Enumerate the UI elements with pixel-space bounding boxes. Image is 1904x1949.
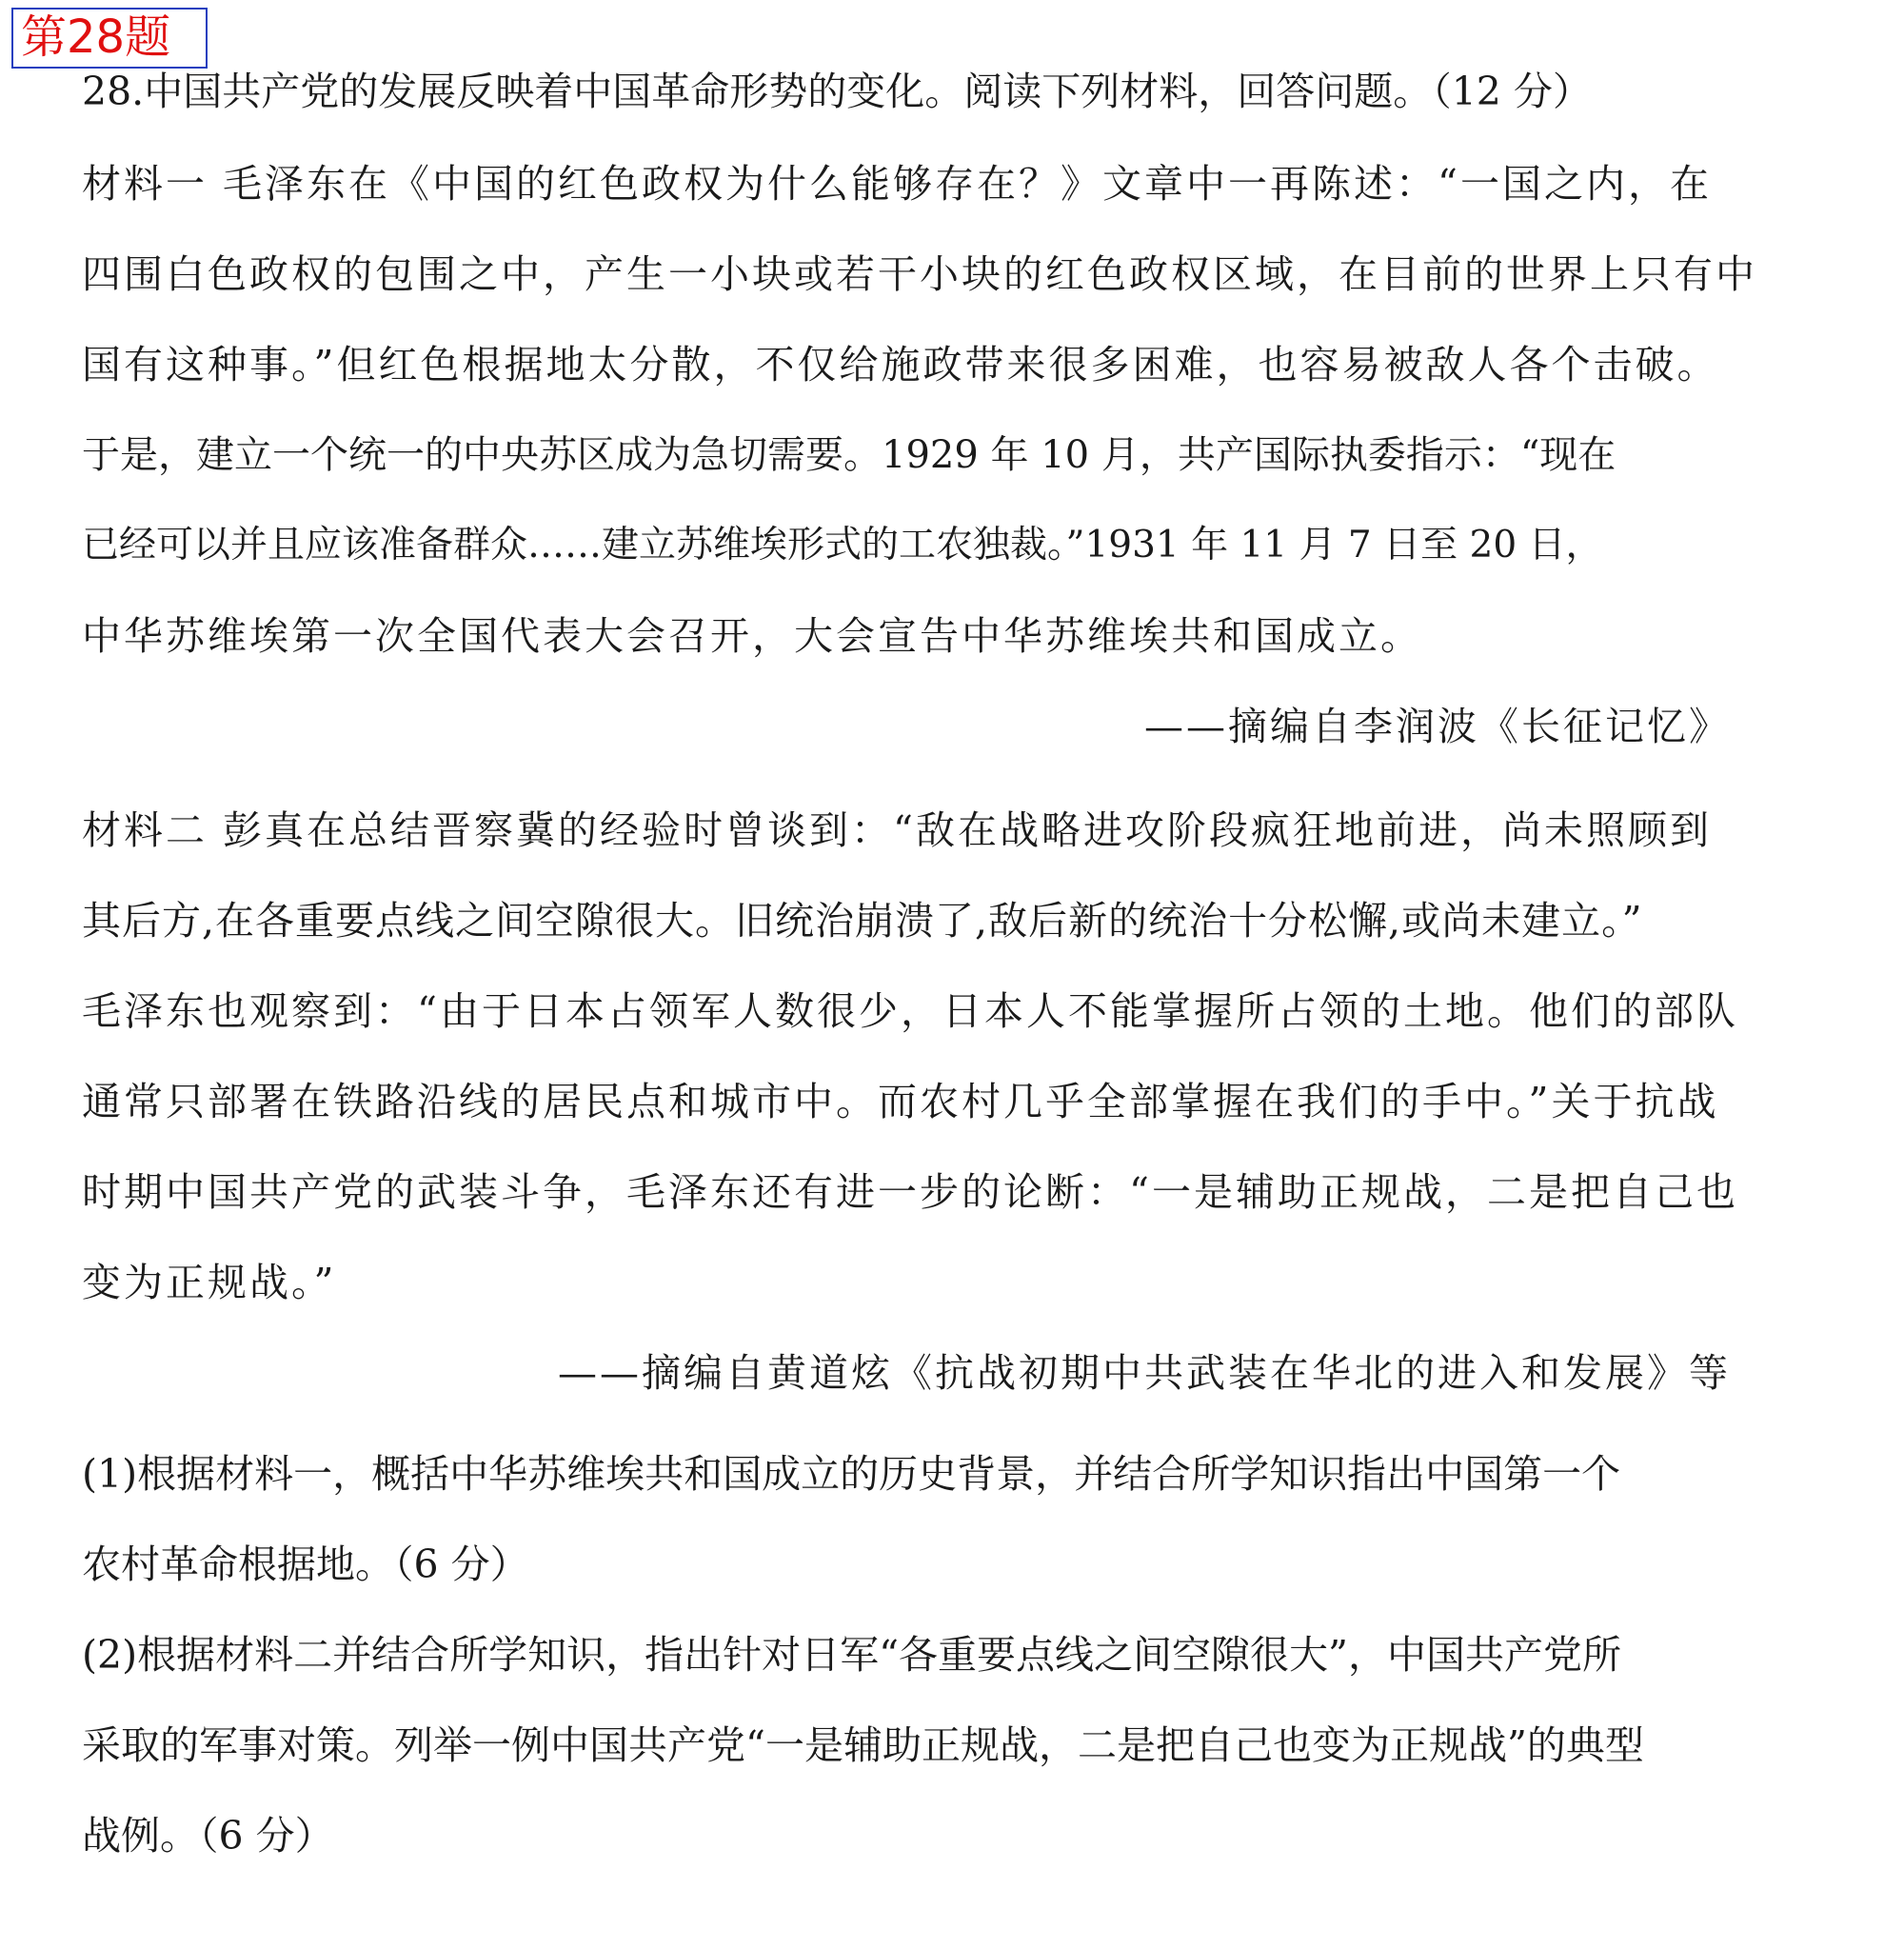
material2-line: 通常只部署在铁路沿线的居民点和城市中。而农村几乎全部掌握在我们的手中。”关于抗战: [82, 1079, 1719, 1124]
material2-line: 材料二 彭真在总结晋察冀的经验时曾谈到：“敌在战略进攻阶段疯狂地前进，尚未照顾到: [82, 807, 1712, 853]
sub-question-2-line: 战例。（6 分）: [82, 1813, 334, 1859]
question-number-label: 第28题: [11, 8, 208, 69]
material1-line: 中华苏维埃第一次全国代表大会召开，大会宣告中华苏维埃共和国成立。: [82, 613, 1422, 659]
material1-source: ——摘编自李润波《长征记忆》: [1144, 704, 1731, 749]
material2-source: ——摘编自黄道炫《抗战初期中共武装在华北的进入和发展》等: [558, 1350, 1731, 1396]
material1-line: 国有这种事。”但红色根据地太分散，不仅给施政带来很多困难，也容易被敌人各个击破。: [82, 342, 1719, 388]
sub-question-1-line: 农村革命根据地。（6 分）: [82, 1541, 529, 1587]
sub-question-2-line: 采取的军事对策。列举一例中国共产党“一是辅助正规战，二是把自己也变为正规战”的典型: [82, 1722, 1644, 1768]
sub-question-2-line: (2)根据材料二并结合所学知识，指出针对日军“各重要点线之间空隙很大”，中国共产党所: [82, 1632, 1621, 1678]
material2-line: 变为正规战。”: [82, 1260, 337, 1305]
material1-line: 已经可以并且应该准备群众……建立苏维埃形式的工农独裁。”1931 年 11 月 7 日至 20 日，: [82, 524, 1603, 567]
sub-question-1-line: (1)根据材料一，概括中华苏维埃共和国成立的历史背景，并结合所学知识指出中国第一个: [82, 1451, 1621, 1497]
material1-line: 材料一 毛泽东在《中国的红色政权为什么能够存在？》文章中一再陈述：“一国之内，在: [82, 161, 1712, 207]
material1-line: 于是，建立一个统一的中央苏区成为急切需要。1929 年 10 月，共产国际执委指示：“现在: [82, 433, 1616, 477]
material2-line: 时期中国共产党的武装斗争，毛泽东还有进一步的论断：“一是辅助正规战，二是把自己也: [82, 1169, 1738, 1215]
material2-line: 毛泽东也观察到：“由于日本占领军人数很少，日本人不能掌握所占领的土地。他们的部队: [82, 988, 1738, 1034]
material2-line: 其后方,在各重要点线之间空隙很大。旧统治崩溃了,敌后新的统治十分松懈,或尚未建立。”: [82, 898, 1643, 944]
material1-line: 四围白色政权的包围之中，产生一小块或若干小块的红色政权区域，在目前的世界上只有中: [82, 251, 1757, 297]
question-stem: 28.中国共产党的发展反映着中国革命形势的变化。阅读下列材料，回答问题。（12 分）: [82, 69, 1592, 114]
